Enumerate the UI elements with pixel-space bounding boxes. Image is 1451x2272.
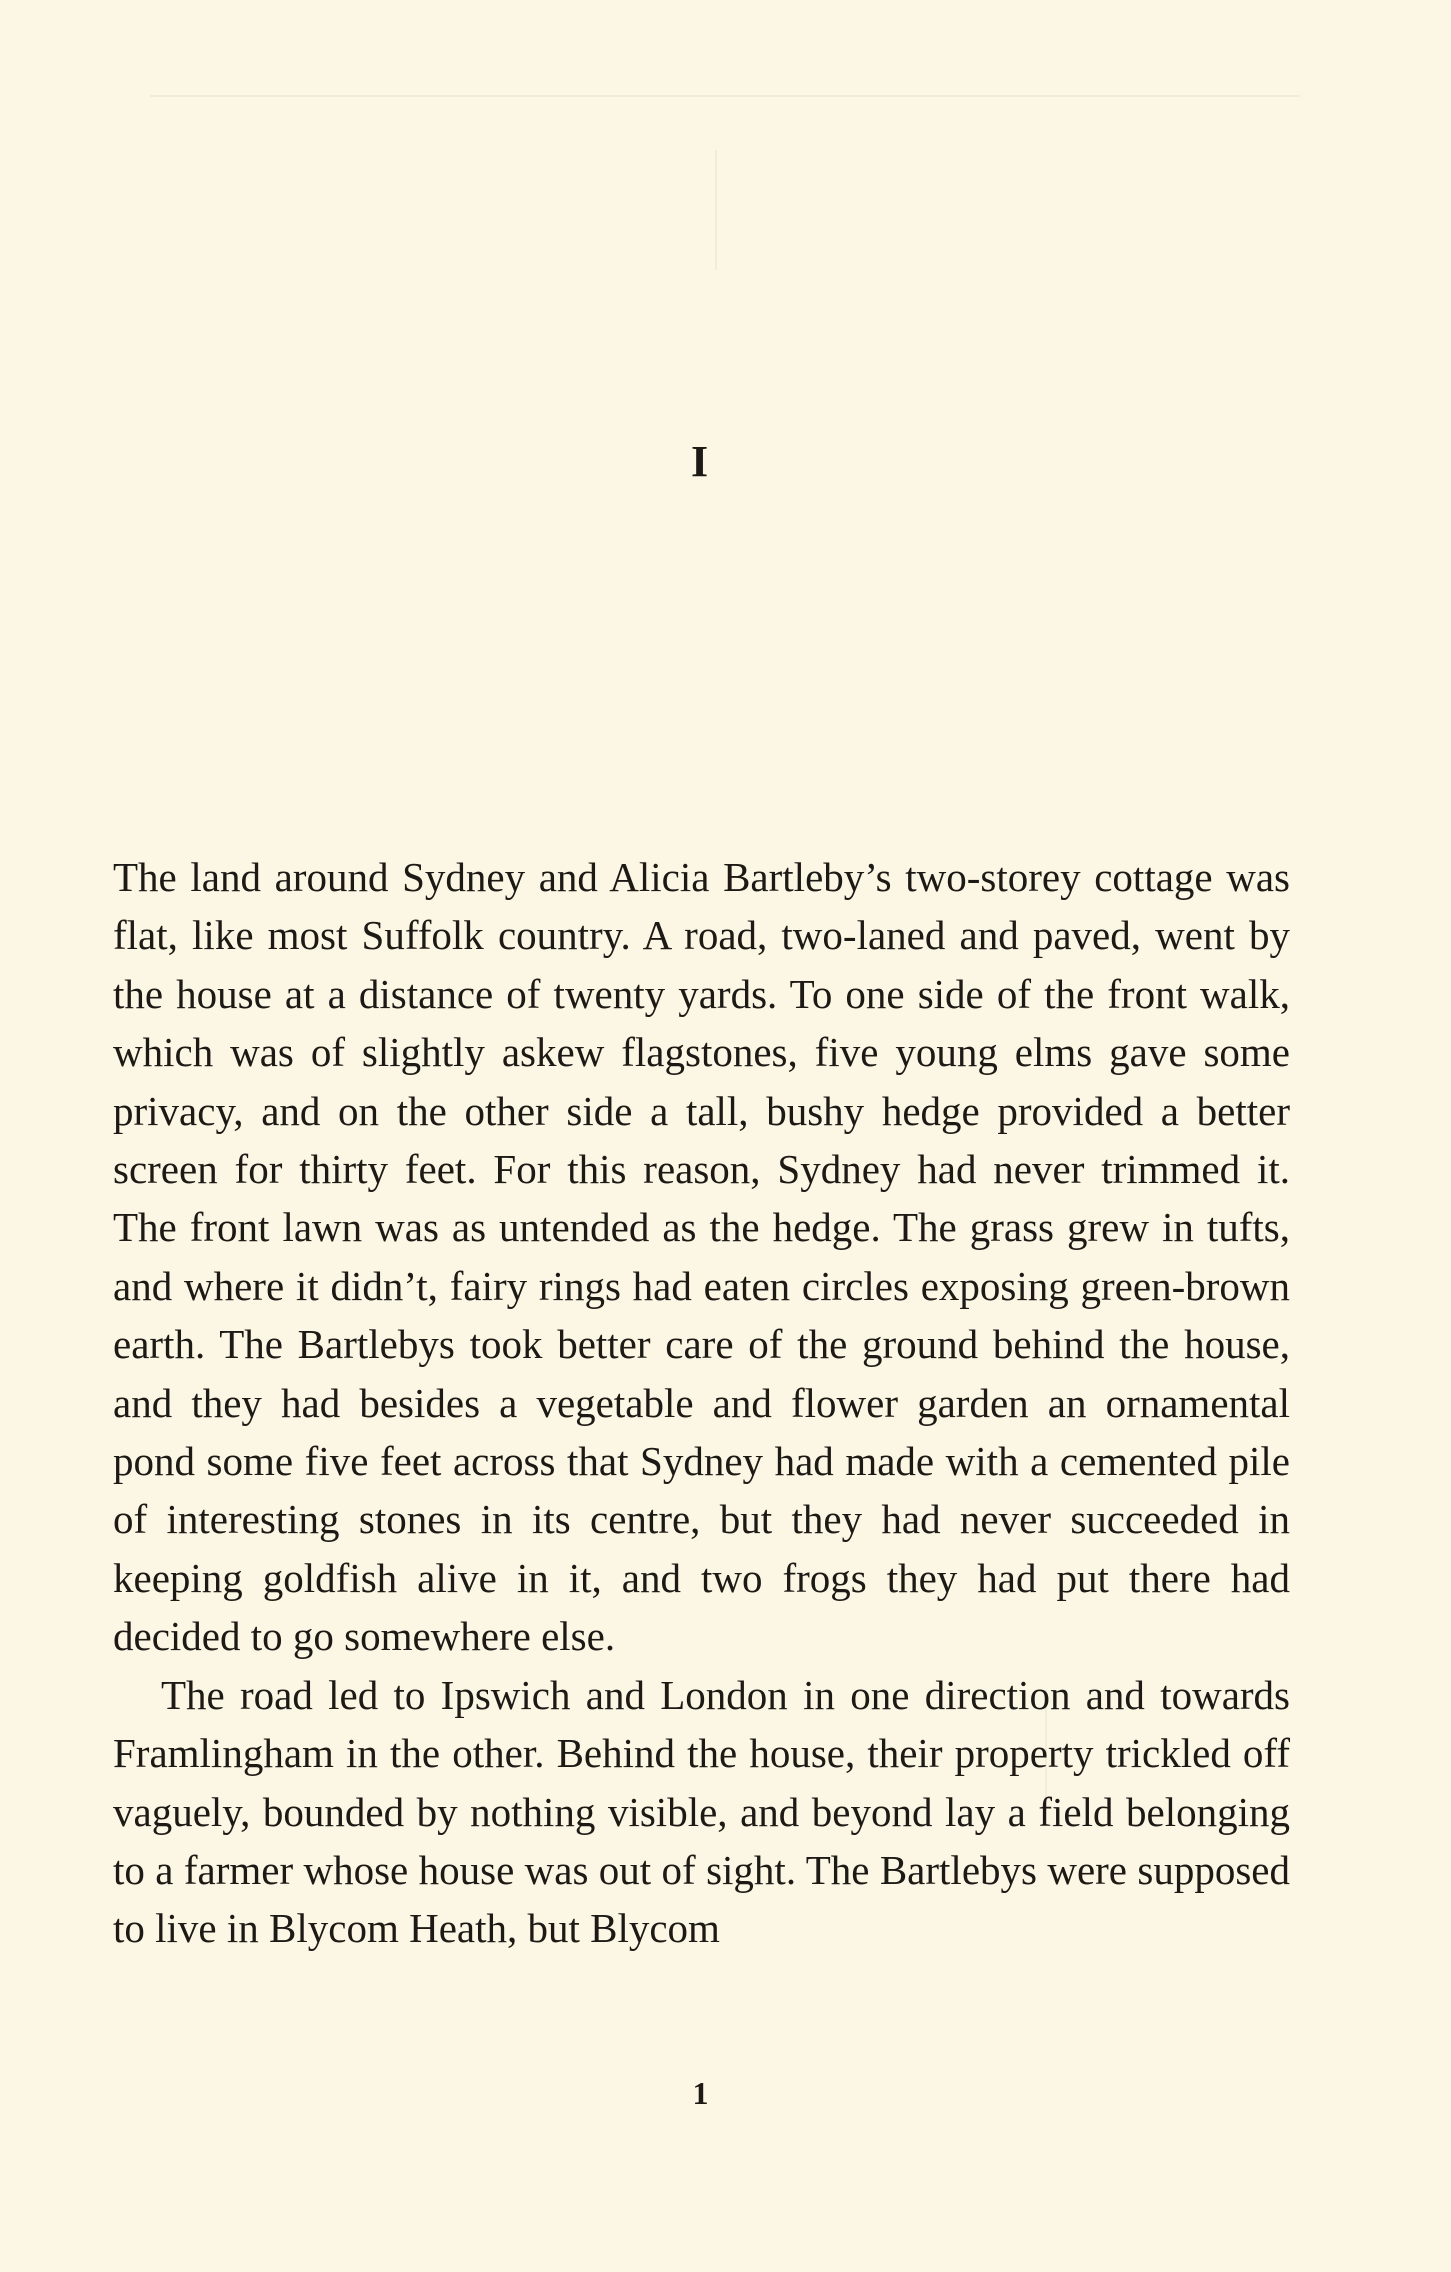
scan-artifact [150,95,1300,97]
paragraph: The road led to Ipswich and London in one direction and towards Framlingham in the other. Behind the house, their property trickled off vaguely, bounded by nothing visible, and beyond lay a field belonging to a farmer whose house was out of sight. The Bartlebys were supposed to live in Blycom Heath, but Blycom [113,1671,1290,1952]
body-text [113,848,1290,1958]
chapter-number: I [690,437,711,486]
paragraph: The land around Sydney and Alicia Bartleby’s two-storey cottage was flat, like most Suffolk country. A road, two-laned and paved, went by the house at a distance of twenty yards. To one side of the front walk, which was of slightly askew flagstones, five young elms gave some privacy, and on the other side a tall, bushy hedge provided a better screen for thirty feet. For this reason, Sydney had never trimmed it. The front lawn was as untended as the hedge. The grass grew in tufts, and where it didn’t, fairy rings had eaten circles exposing green-brown earth. The Bartlebys took better care of the ground behind the house, and they had besides a vegetable and flower garden an ornamental pond some five feet across that Sydney had made with a cemented pile of interesting stones in its centre, but they had never succeeded in keeping goldfish alive in it, and two frogs they had put there had decided to go somewhere else. [113,854,1290,1660]
page-number: 1 [692,2075,709,2111]
scan-artifact [715,150,717,270]
